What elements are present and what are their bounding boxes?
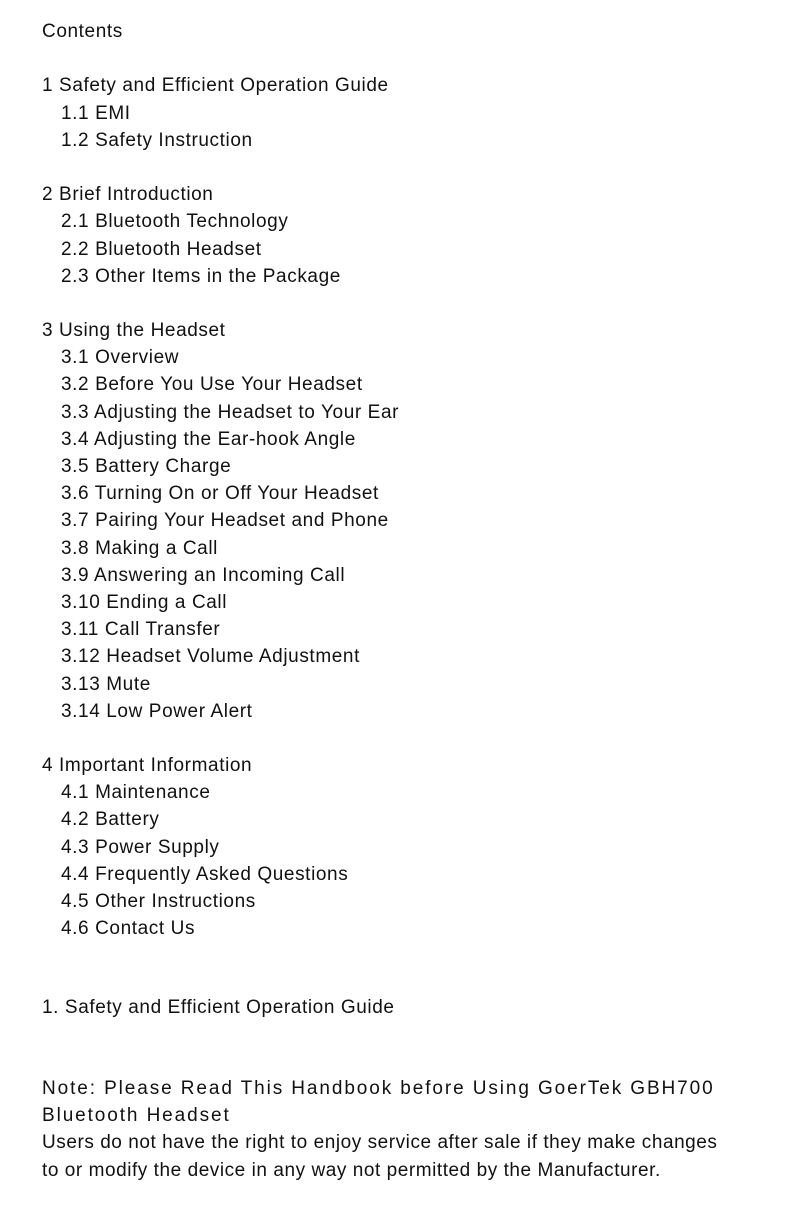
toc-item: 3.4 Adjusting the Ear-hook Angle — [61, 428, 356, 450]
toc-item: 3.13 Mute — [61, 673, 151, 695]
toc-item: 4.6 Contact Us — [61, 918, 196, 940]
toc-item: 3.11 Call Transfer — [61, 619, 221, 641]
toc-item: 3.1 Overview — [61, 347, 180, 369]
table-of-contents — [42, 18, 770, 942]
toc-item: 3.6 Turning On or Off Your Headset — [61, 483, 379, 505]
toc-item: 1.2 Safety Instruction — [61, 129, 253, 151]
toc-item: 3.12 Headset Volume Adjustment — [61, 646, 360, 668]
toc-item: 3.7 Pairing Your Headset and Phone — [61, 510, 389, 532]
body-paragraph-line: Users do not have the right to enjoy service after sale if they make changes — [42, 1132, 718, 1154]
toc-item: 2.3 Other Items in the Package — [61, 265, 341, 287]
section-heading: 1. Safety and Efficient Operation Guide — [42, 997, 395, 1018]
toc-section-heading: 4 Important Information — [42, 755, 253, 777]
toc-item: 3.14 Low Power Alert — [61, 700, 253, 722]
toc-item: 4.1 Maintenance — [61, 782, 211, 804]
note-title: Note: Please Read This Handbook before Using GoerTek GBH700 — [42, 1078, 715, 1099]
toc-item: 4.3 Power Supply — [61, 836, 220, 858]
toc-section-heading: 1 Safety and Efficient Operation Guide — [42, 75, 389, 97]
toc-item: 3.8 Making a Call — [61, 537, 218, 559]
note-block — [42, 1075, 766, 1184]
toc-item: 3.9 Answering an Incoming Call — [61, 564, 346, 586]
body-paragraph-line: to or modify the device in any way not permitted by the Manufacturer. — [42, 1159, 661, 1181]
toc-item: 3.3 Adjusting the Headset to Your Ear — [61, 401, 400, 423]
toc-section-heading: 2 Brief Introduction — [42, 184, 214, 206]
toc-item: 3.2 Before You Use Your Headset — [61, 374, 363, 396]
note-title-continued: Bluetooth Headset — [42, 1105, 231, 1127]
toc-item: 2.1 Bluetooth Technology — [61, 211, 289, 233]
toc-item: 4.2 Battery — [61, 809, 160, 831]
toc-item: 2.2 Bluetooth Headset — [61, 238, 262, 260]
toc-title: Contents — [42, 21, 123, 42]
toc-item: 4.5 Other Instructions — [61, 891, 256, 912]
toc-item: 1.1 EMI — [61, 102, 131, 124]
toc-item: 3.5 Battery Charge — [61, 456, 232, 477]
toc-item: 3.10 Ending a Call — [61, 591, 228, 613]
toc-section-heading: 3 Using the Headset — [42, 320, 226, 342]
toc-item: 4.4 Frequently Asked Questions — [61, 863, 349, 885]
